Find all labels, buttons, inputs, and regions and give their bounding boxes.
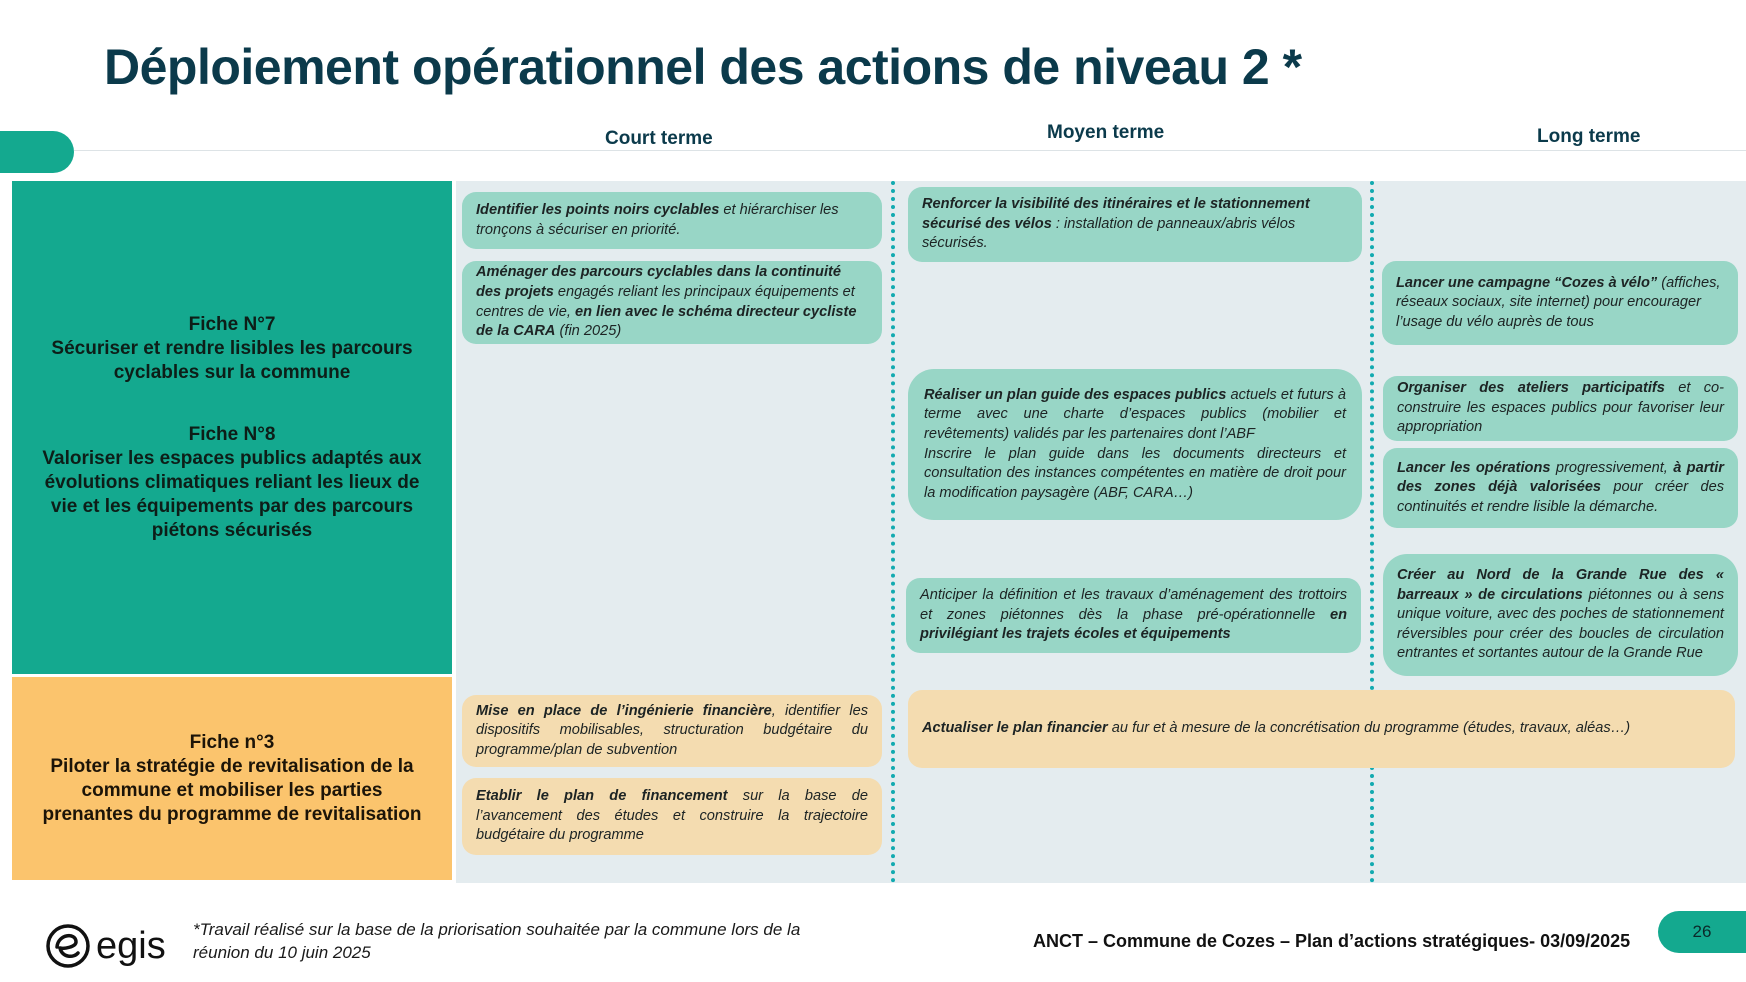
action-card-long-3: Lancer les opérations progressivement, à partir des zones déjà valorisées pour créer des continuités et rendre lisible la démarche.: [1383, 448, 1738, 528]
divider-court-moyen: [891, 181, 895, 883]
fiche-8-heading: Fiche N°8: [188, 423, 276, 445]
footnote: *Travail réalisé sur la base de la priorisation souhaitée par la commune lors de la réunion du 10 juin 2025: [193, 920, 801, 962]
column-header-court-terme: Court terme: [605, 128, 713, 149]
page-number: 26: [1658, 911, 1746, 953]
fiche-7: [34, 313, 430, 385]
action-card-long-4: Créer au Nord de la Grande Rue des « barreaux » de circulations piétonnes ou à sens unique voiture, avec des poches de stationnement réversibles pour créer des boucles de circulation entrantes et sortantes autour de la Grande Rue: [1383, 554, 1738, 676]
column-header-long-terme: Long terme: [1537, 126, 1641, 147]
fiche-8-text: Valoriser les espaces publics adaptés aux évolutions climatiques reliant les lieux de vie et les équipements par des parcours piétons sécurisés: [42, 447, 422, 541]
column-header-moyen-terme: Moyen terme: [1047, 122, 1165, 143]
fiche-3-heading: Fiche n°3: [189, 731, 275, 753]
divider-moyen-long: [1370, 181, 1374, 883]
accent-tab: [0, 131, 74, 173]
egis-logo-text: egis: [96, 925, 166, 967]
page-title: Déploiement opérationnel des actions de niveau 2 *: [104, 39, 1302, 95]
action-card-long-2: Organiser des ateliers participatifs et co-construire les espaces publics pour favoriser leur appropriation: [1383, 376, 1738, 441]
egis-logo: [44, 920, 174, 972]
action-card-court-2: Aménager des parcours cyclables dans la continuité des projets engagés reliant les principaux équipements et centres de vie, en lien avec le schéma directeur cycliste de la CARA (fin 2025): [462, 261, 882, 344]
action-card-moyen-2: Réaliser un plan guide des espaces publics actuels et futurs à terme avec une charte d’espaces publics (mobilier et revêtements) validés par les partenaires dont l’ABF Inscrire le plan guide dans les documents directeurs et consultation des instances compétentes en matière de droit pour la modification paysagère (ABF, CARA…): [908, 369, 1362, 520]
action-card-financier: Actualiser le plan financier au fur et à mesure de la concrétisation du programme (études, travaux, aléas…): [908, 690, 1735, 768]
fiche-3: [34, 731, 430, 827]
fiche-7-text: Sécuriser et rendre lisibles les parcours cyclables sur la commune: [51, 337, 413, 383]
action-card-court-4: Etablir le plan de financement sur la base de l’avancement des études et construire la trajectoire budgétaire du programme: [462, 778, 882, 855]
fiche-8: [34, 423, 430, 543]
action-card-court-1: Identifier les points noirs cyclables et hiérarchiser les tronçons à sécuriser en priorité.: [462, 192, 882, 249]
header-divider: [74, 150, 1746, 151]
footer-reference: ANCT – Commune de Cozes – Plan d’actions stratégiques- 03/09/2025: [1033, 931, 1631, 951]
action-card-moyen-1: Renforcer la visibilité des itinéraires et le stationnement sécurisé des vélos : installation de panneaux/abris vélos sécurisés.: [908, 187, 1362, 262]
fiche-7-heading: Fiche N°7: [188, 313, 276, 335]
action-card-moyen-3: Anticiper la définition et les travaux d’aménagement des trottoirs et zones piétonnes dès la phase pré-opérationnelle en privilégiant les trajets écoles et équipements: [906, 578, 1361, 653]
fiche-group-mobilite: [12, 181, 452, 674]
fiche-3-text: Piloter la stratégie de revitalisation de la commune et mobiliser les parties prenantes du programme de revitalisation: [42, 755, 422, 825]
action-card-court-3: Mise en place de l’ingénierie financière, identifier les dispositifs mobilisables, structuration budgétaire du programme/plan de subvention: [462, 695, 882, 767]
action-card-long-1: Lancer une campagne “Cozes à vélo” (affiches, réseaux sociaux, site internet) pour encourager l’usage du vélo auprès de tous: [1382, 261, 1738, 345]
fiche-group-pilotage: [12, 677, 452, 880]
